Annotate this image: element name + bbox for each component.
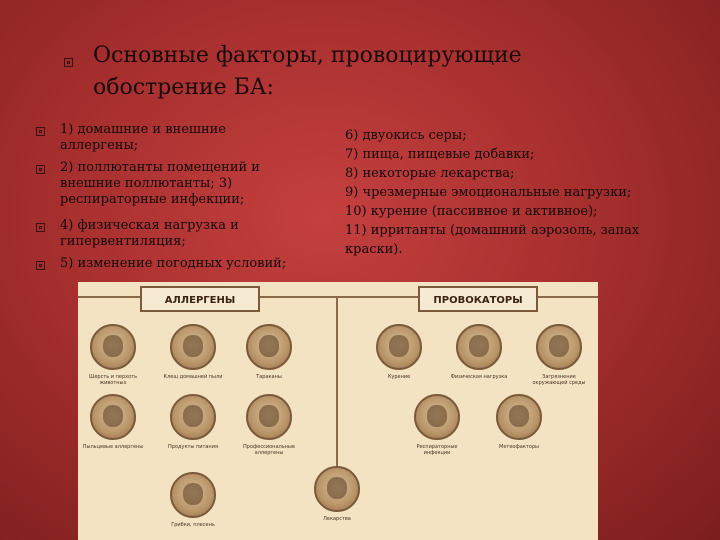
factors-diagram <box>78 282 598 540</box>
allergen-label: Грибки, плесень <box>171 522 215 528</box>
mold-icon <box>170 472 216 518</box>
mite-icon <box>170 324 216 370</box>
cat-icon <box>90 324 136 370</box>
text-line: краски). <box>345 242 403 257</box>
allergen-label: Клещ домашней пыли <box>163 374 223 380</box>
provoker-label: Респираторные инфекции <box>416 444 458 456</box>
text-line: 6) двуокись серы; <box>345 128 467 143</box>
allergen-label: Шерсть и перхоть животных <box>88 374 138 386</box>
text-line: 8) некоторые лекарства; <box>345 166 515 181</box>
text-line: 9) чрезмерные эмоциональные нагрузки; <box>345 185 632 200</box>
text-line: 7) пища, пищевые добавки; <box>345 147 535 162</box>
provoker-label: Курение <box>387 374 411 380</box>
provoker-label: Метеофакторы <box>499 444 539 450</box>
list-item: 2) поллютанты помещений и внешние поллютанты; 3) респираторные инфекции; <box>60 160 260 207</box>
bullet-icon <box>36 165 45 174</box>
bullet-icon <box>36 261 45 270</box>
medicine-icon <box>314 466 360 512</box>
provoker-label: Физическая нагрузка <box>450 374 508 380</box>
list-item: 4) физическая нагрузка и гипервентиляция; <box>60 218 239 249</box>
list-item: 1) домашние и внешние аллергены; <box>60 122 226 153</box>
bullet-icon <box>36 127 45 136</box>
provokers-header: ПРОВОКАТОРЫ <box>418 286 538 312</box>
slide-title <box>93 40 613 104</box>
title-line-2: обострение БА: <box>93 75 274 100</box>
center-label: Лекарства <box>323 516 351 522</box>
factory-icon <box>536 324 582 370</box>
allergen-label: Профессиональные аллергены <box>243 444 295 456</box>
text-line: 10) курение (пассивное и активное); <box>345 204 598 219</box>
allergen-label: Тараканы <box>256 374 282 380</box>
title-line-1: Основные факторы, провоцирующие <box>93 43 522 68</box>
cyclist-icon <box>456 324 502 370</box>
smoking-icon <box>376 324 422 370</box>
workshop-icon <box>246 394 292 440</box>
allergens-header: АЛЛЕРГЕНЫ <box>140 286 260 312</box>
connector-line <box>336 296 338 466</box>
bullet-icon <box>64 58 73 67</box>
provoker-label: Загрязнение окружающей среды <box>532 374 586 386</box>
food-icon <box>170 394 216 440</box>
list-item: 5) изменение погодных условий; <box>60 256 287 271</box>
bullet-icon <box>36 223 45 232</box>
right-text-block <box>345 126 695 259</box>
allergen-label: Продукты питания <box>168 444 218 450</box>
text-line: 11) ирританты (домашний аэрозоль, запах <box>345 223 640 238</box>
weather-icon <box>496 394 542 440</box>
allergen-label: Пыльцевые аллергены <box>82 444 144 450</box>
pollen-icon <box>90 394 136 440</box>
cockroach-icon <box>246 324 292 370</box>
sick-person-icon <box>414 394 460 440</box>
